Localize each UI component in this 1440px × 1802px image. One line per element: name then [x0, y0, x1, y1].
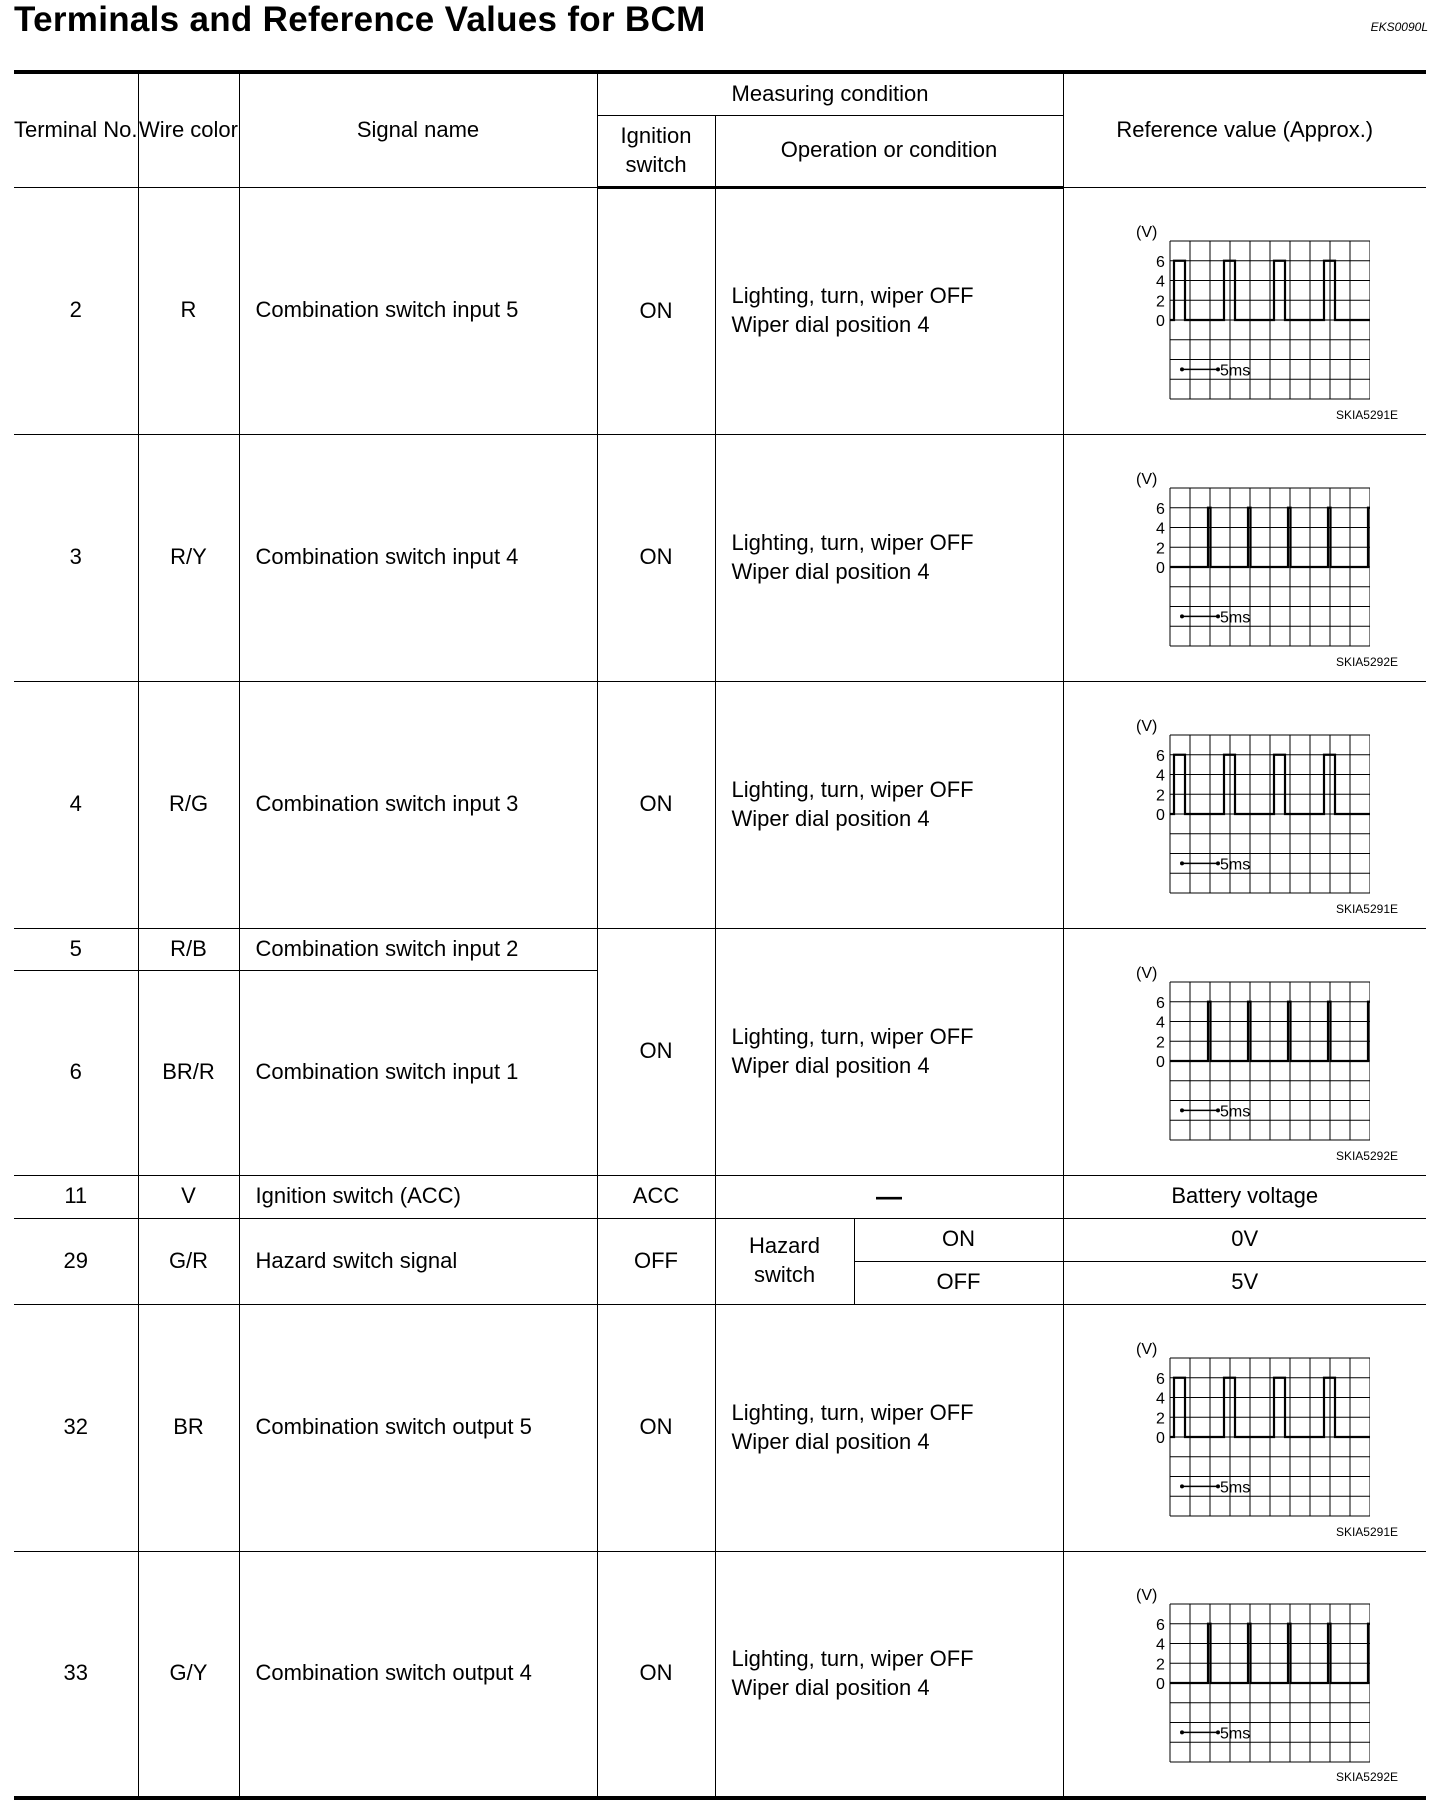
operation-line: Wiper dial position 4: [731, 1428, 930, 1454]
wire-color: R/B: [138, 928, 239, 970]
table-row: [14, 187, 1426, 434]
ignition-state: ON: [597, 187, 715, 434]
operation-condition: [715, 434, 1063, 681]
header-wire-color: Wire color: [138, 72, 239, 187]
unit-label: (V): [1135, 1340, 1158, 1358]
reference-waveform: [1063, 434, 1426, 681]
time-scale-label: 5ms: [1219, 1102, 1250, 1120]
y-tick-label: 0: [1155, 312, 1165, 330]
terminal-no: 3: [14, 434, 138, 681]
time-scale-tick: [1180, 1484, 1184, 1488]
unit-label: (V): [1135, 964, 1158, 982]
figure-id: SKIA5292E: [1335, 654, 1398, 669]
reference-waveform: [1063, 681, 1426, 928]
wire-color: BR/R: [138, 970, 239, 1175]
waveform-chart: [1120, 1328, 1370, 1528]
unit-label: (V): [1135, 223, 1158, 241]
y-tick-label: 0: [1155, 1675, 1165, 1693]
ignition-state: ON: [597, 928, 715, 1175]
operation-line: Lighting, turn, wiper OFF: [731, 283, 974, 309]
operation-line: Wiper dial position 4: [731, 558, 930, 584]
ignition-state: ON: [597, 1304, 715, 1551]
table-row: [14, 1304, 1426, 1551]
wire-color: V: [138, 1175, 239, 1218]
operation-line: Lighting, turn, wiper OFF: [731, 1023, 974, 1049]
figure-id: SKIA5291E: [1335, 1524, 1398, 1539]
unit-label: (V): [1135, 717, 1158, 735]
table-row: [14, 1218, 1426, 1261]
signal-name: Combination switch output 5: [239, 1304, 597, 1551]
time-scale-tick: [1180, 614, 1184, 618]
header-signal-name: Signal name: [239, 72, 597, 187]
operation-condition: [715, 1304, 1063, 1551]
y-tick-label: 0: [1155, 559, 1165, 577]
y-tick-label: 2: [1155, 292, 1165, 310]
signal-name: Combination switch input 5: [239, 187, 597, 434]
operation-condition: [715, 187, 1063, 434]
reference-value: 0V: [1063, 1218, 1426, 1261]
operation-line: Lighting, turn, wiper OFF: [731, 1399, 974, 1425]
header-operation: Operation or condition: [715, 115, 1063, 187]
time-scale-tick: [1180, 1108, 1184, 1112]
time-scale-tick: [1180, 861, 1184, 865]
wire-color: R/Y: [138, 434, 239, 681]
waveform-chart: [1120, 211, 1370, 411]
y-tick-label: 0: [1155, 1429, 1165, 1447]
table-row: [14, 928, 1426, 970]
condition-label: Hazard switch: [749, 1233, 820, 1287]
document-code: EKS0090L: [1370, 20, 1428, 34]
y-tick-label: 4: [1155, 520, 1165, 537]
operation-condition: —: [715, 1175, 1063, 1218]
operation-line: Lighting, turn, wiper OFF: [731, 529, 974, 555]
time-scale-label: 5ms: [1219, 855, 1250, 873]
header-measuring-condition: Measuring condition: [597, 72, 1063, 115]
operation-condition: [715, 928, 1063, 1175]
terminal-no: 11: [14, 1175, 138, 1218]
signal-name: Combination switch input 2: [239, 928, 597, 970]
table-row: [14, 681, 1426, 928]
y-tick-label: 4: [1155, 1390, 1165, 1407]
operation-line: Lighting, turn, wiper OFF: [731, 776, 974, 802]
table-row: [14, 1551, 1426, 1798]
y-tick-label: 6: [1155, 994, 1165, 1012]
terminal-no: 4: [14, 681, 138, 928]
figure-id: SKIA5292E: [1335, 1148, 1398, 1163]
terminal-no: 32: [14, 1304, 138, 1551]
ignition-state: ACC: [597, 1175, 715, 1218]
operation-condition: [715, 681, 1063, 928]
operation-line: Wiper dial position 4: [731, 1052, 930, 1078]
y-tick-label: 2: [1155, 786, 1165, 804]
operation-line: Lighting, turn, wiper OFF: [731, 1646, 974, 1672]
condition-state: OFF: [854, 1261, 1063, 1304]
y-tick-label: 4: [1155, 767, 1165, 784]
bcm-terminal-table: [14, 70, 1426, 1800]
unit-label: (V): [1135, 1586, 1158, 1604]
y-tick-label: 6: [1155, 500, 1165, 518]
operation-line: Wiper dial position 4: [731, 1674, 930, 1700]
wire-color: G/Y: [138, 1551, 239, 1798]
header-ignition-switch: Ignition switch: [597, 115, 715, 187]
y-tick-label: 0: [1155, 806, 1165, 824]
time-scale-tick: [1180, 1730, 1184, 1734]
y-tick-label: 2: [1155, 539, 1165, 557]
ignition-state: ON: [597, 681, 715, 928]
y-tick-label: 4: [1155, 1014, 1165, 1031]
ignition-state: ON: [597, 1551, 715, 1798]
wire-color: R/G: [138, 681, 239, 928]
reference-waveform: [1063, 1551, 1426, 1798]
page-title: Terminals and Reference Values for BCM: [14, 0, 706, 39]
reference-value: Battery voltage: [1063, 1175, 1426, 1218]
header-reference-value: Reference value (Approx.): [1063, 72, 1426, 187]
operation-line: Wiper dial position 4: [731, 805, 930, 831]
signal-name: Combination switch input 1: [239, 970, 597, 1175]
y-tick-label: 6: [1155, 1616, 1165, 1634]
time-scale-label: 5ms: [1219, 1725, 1250, 1743]
terminal-no: 6: [14, 970, 138, 1175]
y-tick-label: 6: [1155, 1370, 1165, 1388]
figure-id: SKIA5291E: [1335, 901, 1398, 916]
condition-name: [715, 1218, 854, 1304]
condition-state: ON: [854, 1218, 1063, 1261]
y-tick-label: 4: [1155, 273, 1165, 290]
wire-color: G/R: [138, 1218, 239, 1304]
time-scale-label: 5ms: [1219, 361, 1250, 379]
header-terminal-no: Terminal No.: [14, 72, 138, 187]
reference-waveform: [1063, 187, 1426, 434]
ignition-state: OFF: [597, 1218, 715, 1304]
terminal-no: 2: [14, 187, 138, 434]
signal-name: Combination switch output 4: [239, 1551, 597, 1798]
reference-waveform: [1063, 928, 1426, 1175]
waveform-chart: [1120, 705, 1370, 905]
terminal-no: 29: [14, 1218, 138, 1304]
reference-waveform: [1063, 1304, 1426, 1551]
time-scale-label: 5ms: [1219, 608, 1250, 626]
y-tick-label: 6: [1155, 747, 1165, 765]
figure-id: SKIA5292E: [1335, 1770, 1398, 1785]
y-tick-label: 2: [1155, 1656, 1165, 1673]
time-scale-label: 5ms: [1219, 1478, 1250, 1496]
y-tick-label: 2: [1155, 1409, 1165, 1427]
figure-id: SKIA5291E: [1335, 407, 1398, 422]
signal-name: Hazard switch signal: [239, 1218, 597, 1304]
table-row: [14, 1175, 1426, 1218]
operation-line: Wiper dial position 4: [731, 312, 930, 337]
unit-label: (V): [1135, 470, 1158, 488]
y-tick-label: 2: [1155, 1033, 1165, 1051]
ignition-state: ON: [597, 434, 715, 681]
time-scale-tick: [1180, 367, 1184, 371]
operation-condition: [715, 1551, 1063, 1798]
y-tick-label: 0: [1155, 1053, 1165, 1071]
wire-color: BR: [138, 1304, 239, 1551]
terminal-no: 33: [14, 1551, 138, 1798]
y-tick-label: 4: [1155, 1636, 1165, 1654]
signal-name: Combination switch input 4: [239, 434, 597, 681]
terminal-no: 5: [14, 928, 138, 970]
y-tick-label: 6: [1155, 253, 1165, 271]
waveform-chart: [1120, 458, 1370, 658]
wire-color: R: [138, 187, 239, 434]
reference-value: 5V: [1063, 1261, 1426, 1304]
signal-name: Ignition switch (ACC): [239, 1175, 597, 1218]
table-row: [14, 434, 1426, 681]
waveform-chart: [1120, 1574, 1370, 1774]
signal-name: Combination switch input 3: [239, 681, 597, 928]
waveform-chart: [1120, 952, 1370, 1152]
